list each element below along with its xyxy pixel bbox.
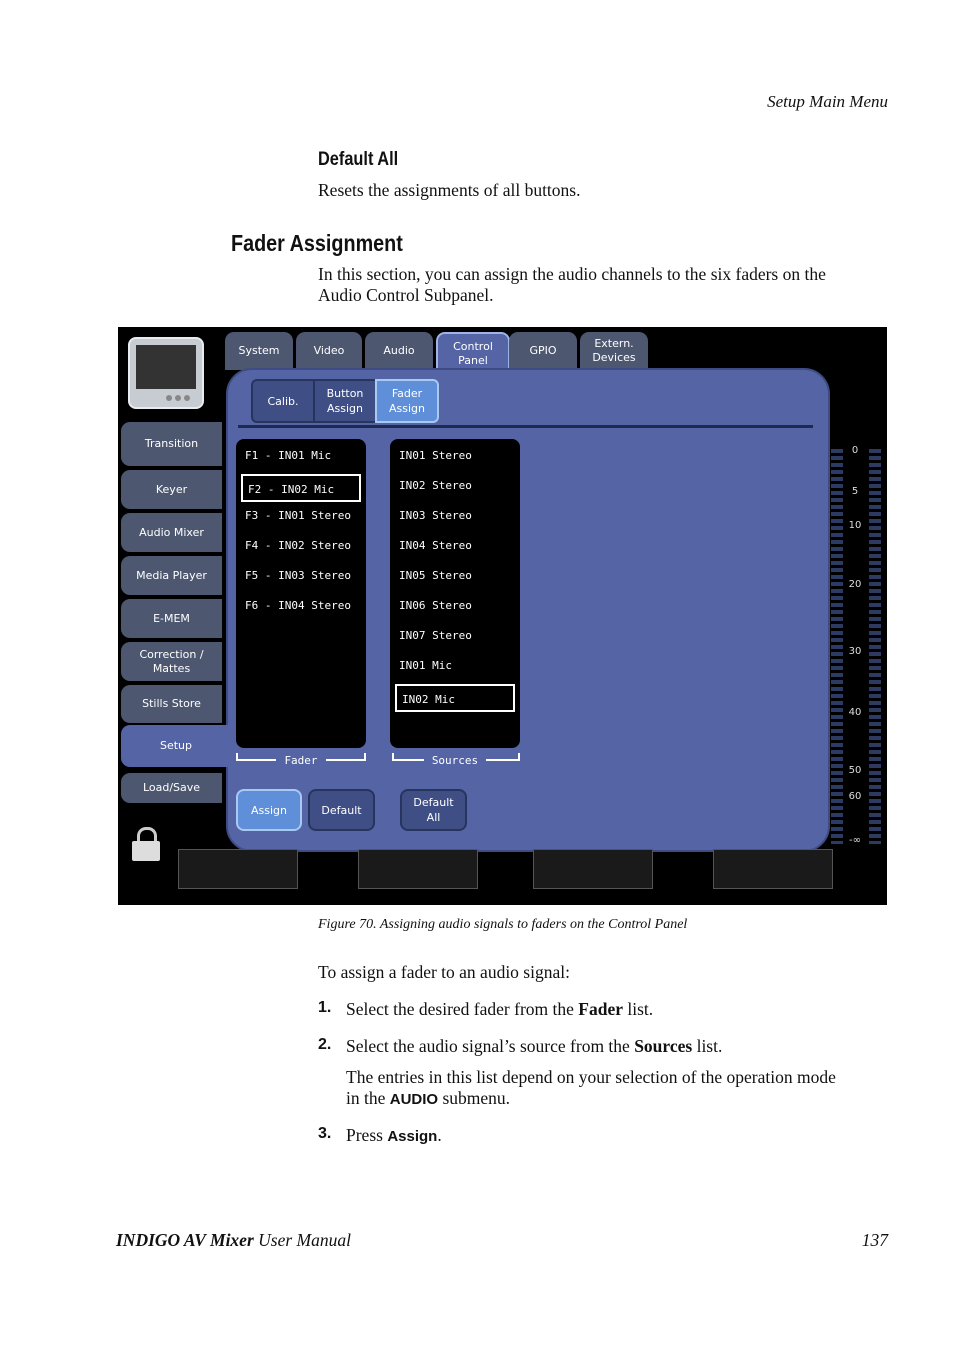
meter-label-20: 20: [848, 579, 862, 590]
step-1-text: Select the desired fader from the Fader list.: [346, 999, 654, 1019]
default-all-button-line2: All: [426, 811, 441, 824]
tab-system[interactable]: System: [225, 332, 293, 370]
step-2-text: Select the audio signal’s source from the Sources list.: [346, 1036, 723, 1056]
meter-label-30: 30: [848, 646, 862, 657]
meter-label-40: 40: [848, 707, 862, 718]
page-number: 137: [861, 1230, 888, 1250]
fader-list-item-2[interactable]: F2 - IN02 Mic: [241, 474, 361, 502]
sources-list-item-7[interactable]: IN07 Stereo: [399, 629, 472, 642]
bottom-slot-2[interactable]: [358, 849, 478, 889]
meter-label-50: 50: [848, 765, 862, 776]
bottom-slot-1[interactable]: [178, 849, 298, 889]
sidebar-item-transition[interactable]: Transition: [121, 422, 222, 466]
meter-label-0: 0: [851, 445, 859, 456]
subtab-calib[interactable]: Calib.: [251, 379, 315, 423]
default-all-text: Resets the assignments of all buttons.: [318, 180, 581, 200]
sidebar-item-load-save[interactable]: Load/Save: [121, 773, 222, 803]
tab-audio[interactable]: Audio: [365, 332, 433, 370]
subtab-button-assign[interactable]: Button Assign: [313, 379, 377, 423]
panel-divider: [238, 425, 813, 428]
sidebar-item-setup[interactable]: Setup: [121, 725, 231, 767]
lock-icon: [132, 827, 160, 863]
bottom-slot-3[interactable]: [533, 849, 653, 889]
sidebar-item-audio-mixer[interactable]: Audio Mixer: [121, 513, 222, 552]
fader-list-item-4[interactable]: F4 - IN02 Stereo: [245, 539, 351, 552]
meter-label-60: 60: [848, 791, 862, 802]
step-2-number: 2.: [318, 1036, 332, 1053]
tab-extern-devices[interactable]: Extern. Devices: [580, 332, 648, 370]
fader-list[interactable]: [236, 439, 366, 748]
default-all-heading: Default All: [318, 149, 399, 170]
default-all-button[interactable]: [400, 789, 467, 831]
sources-list-label: Sources: [424, 754, 486, 767]
default-button[interactable]: Default: [308, 789, 375, 831]
step-2-note-line1: The entries in this list depend on your selection of the operation mode: [346, 1067, 836, 1087]
footer-product: INDIGO AV Mixer User Manual: [116, 1230, 351, 1250]
bottom-slot-4[interactable]: [713, 849, 833, 889]
meter-label-5: 5: [851, 486, 859, 497]
meter-label-minus-infinity: -∞: [849, 835, 861, 846]
procedure-intro: To assign a fader to an audio signal:: [318, 962, 570, 982]
sources-list-item-4[interactable]: IN04 Stereo: [399, 539, 472, 552]
fader-list-item-5[interactable]: F5 - IN03 Stereo: [245, 569, 351, 582]
assign-button[interactable]: Assign: [236, 789, 302, 831]
fader-list-item-1[interactable]: F1 - IN01 Mic: [245, 449, 332, 462]
sidebar-item-stills-store[interactable]: Stills Store: [121, 685, 222, 723]
sidebar-item-media-player[interactable]: Media Player: [121, 556, 222, 595]
sources-list-item-8[interactable]: IN01 Mic: [399, 659, 452, 672]
sidebar-item-e-mem[interactable]: E-MEM: [121, 599, 222, 638]
fader-list-item-3[interactable]: F3 - IN01 Stereo: [245, 509, 351, 522]
step-3-number: 3.: [318, 1125, 332, 1142]
step-1-number: 1.: [318, 999, 332, 1016]
fader-list-item-6[interactable]: F6 - IN04 Stereo: [245, 599, 351, 612]
sources-list[interactable]: [390, 439, 520, 748]
fader-assignment-heading: Fader Assignment: [231, 230, 403, 256]
sources-list-item-6[interactable]: IN06 Stereo: [399, 599, 472, 612]
meter-label-10: 10: [848, 520, 862, 531]
sources-list-item-3[interactable]: IN03 Stereo: [399, 509, 472, 522]
default-all-button-line1: Default: [413, 796, 454, 809]
tab-gpio[interactable]: GPIO: [509, 332, 577, 370]
fader-intro-line2: Audio Control Subpanel.: [318, 285, 494, 305]
running-header: Setup Main Menu: [767, 92, 888, 111]
sources-list-item-1[interactable]: IN01 Stereo: [399, 449, 472, 462]
step-2-note-line2: in the AUDIO submenu.: [346, 1088, 511, 1108]
control-panel-screenshot: [118, 327, 887, 905]
tab-control-panel[interactable]: Control Panel: [436, 332, 510, 374]
sources-list-item-2[interactable]: IN02 Stereo: [399, 479, 472, 492]
sidebar-item-keyer[interactable]: Keyer: [121, 470, 222, 509]
fader-list-label: Fader: [276, 754, 326, 767]
sidebar-item-correction-mattes[interactable]: Correction / Mattes: [121, 642, 222, 681]
tab-video[interactable]: Video: [296, 332, 362, 370]
figure-caption: Figure 70. Assigning audio signals to faders on the Control Panel: [318, 917, 688, 932]
fader-intro-line1: In this section, you can assign the audio channels to the six faders on the: [318, 264, 826, 284]
subtab-fader-assign[interactable]: Fader Assign: [375, 379, 439, 423]
monitor-icon: [128, 337, 204, 409]
sources-list-item-5[interactable]: IN05 Stereo: [399, 569, 472, 582]
step-3-text: Press Assign.: [346, 1125, 442, 1145]
sources-list-item-9[interactable]: IN02 Mic: [395, 684, 515, 712]
